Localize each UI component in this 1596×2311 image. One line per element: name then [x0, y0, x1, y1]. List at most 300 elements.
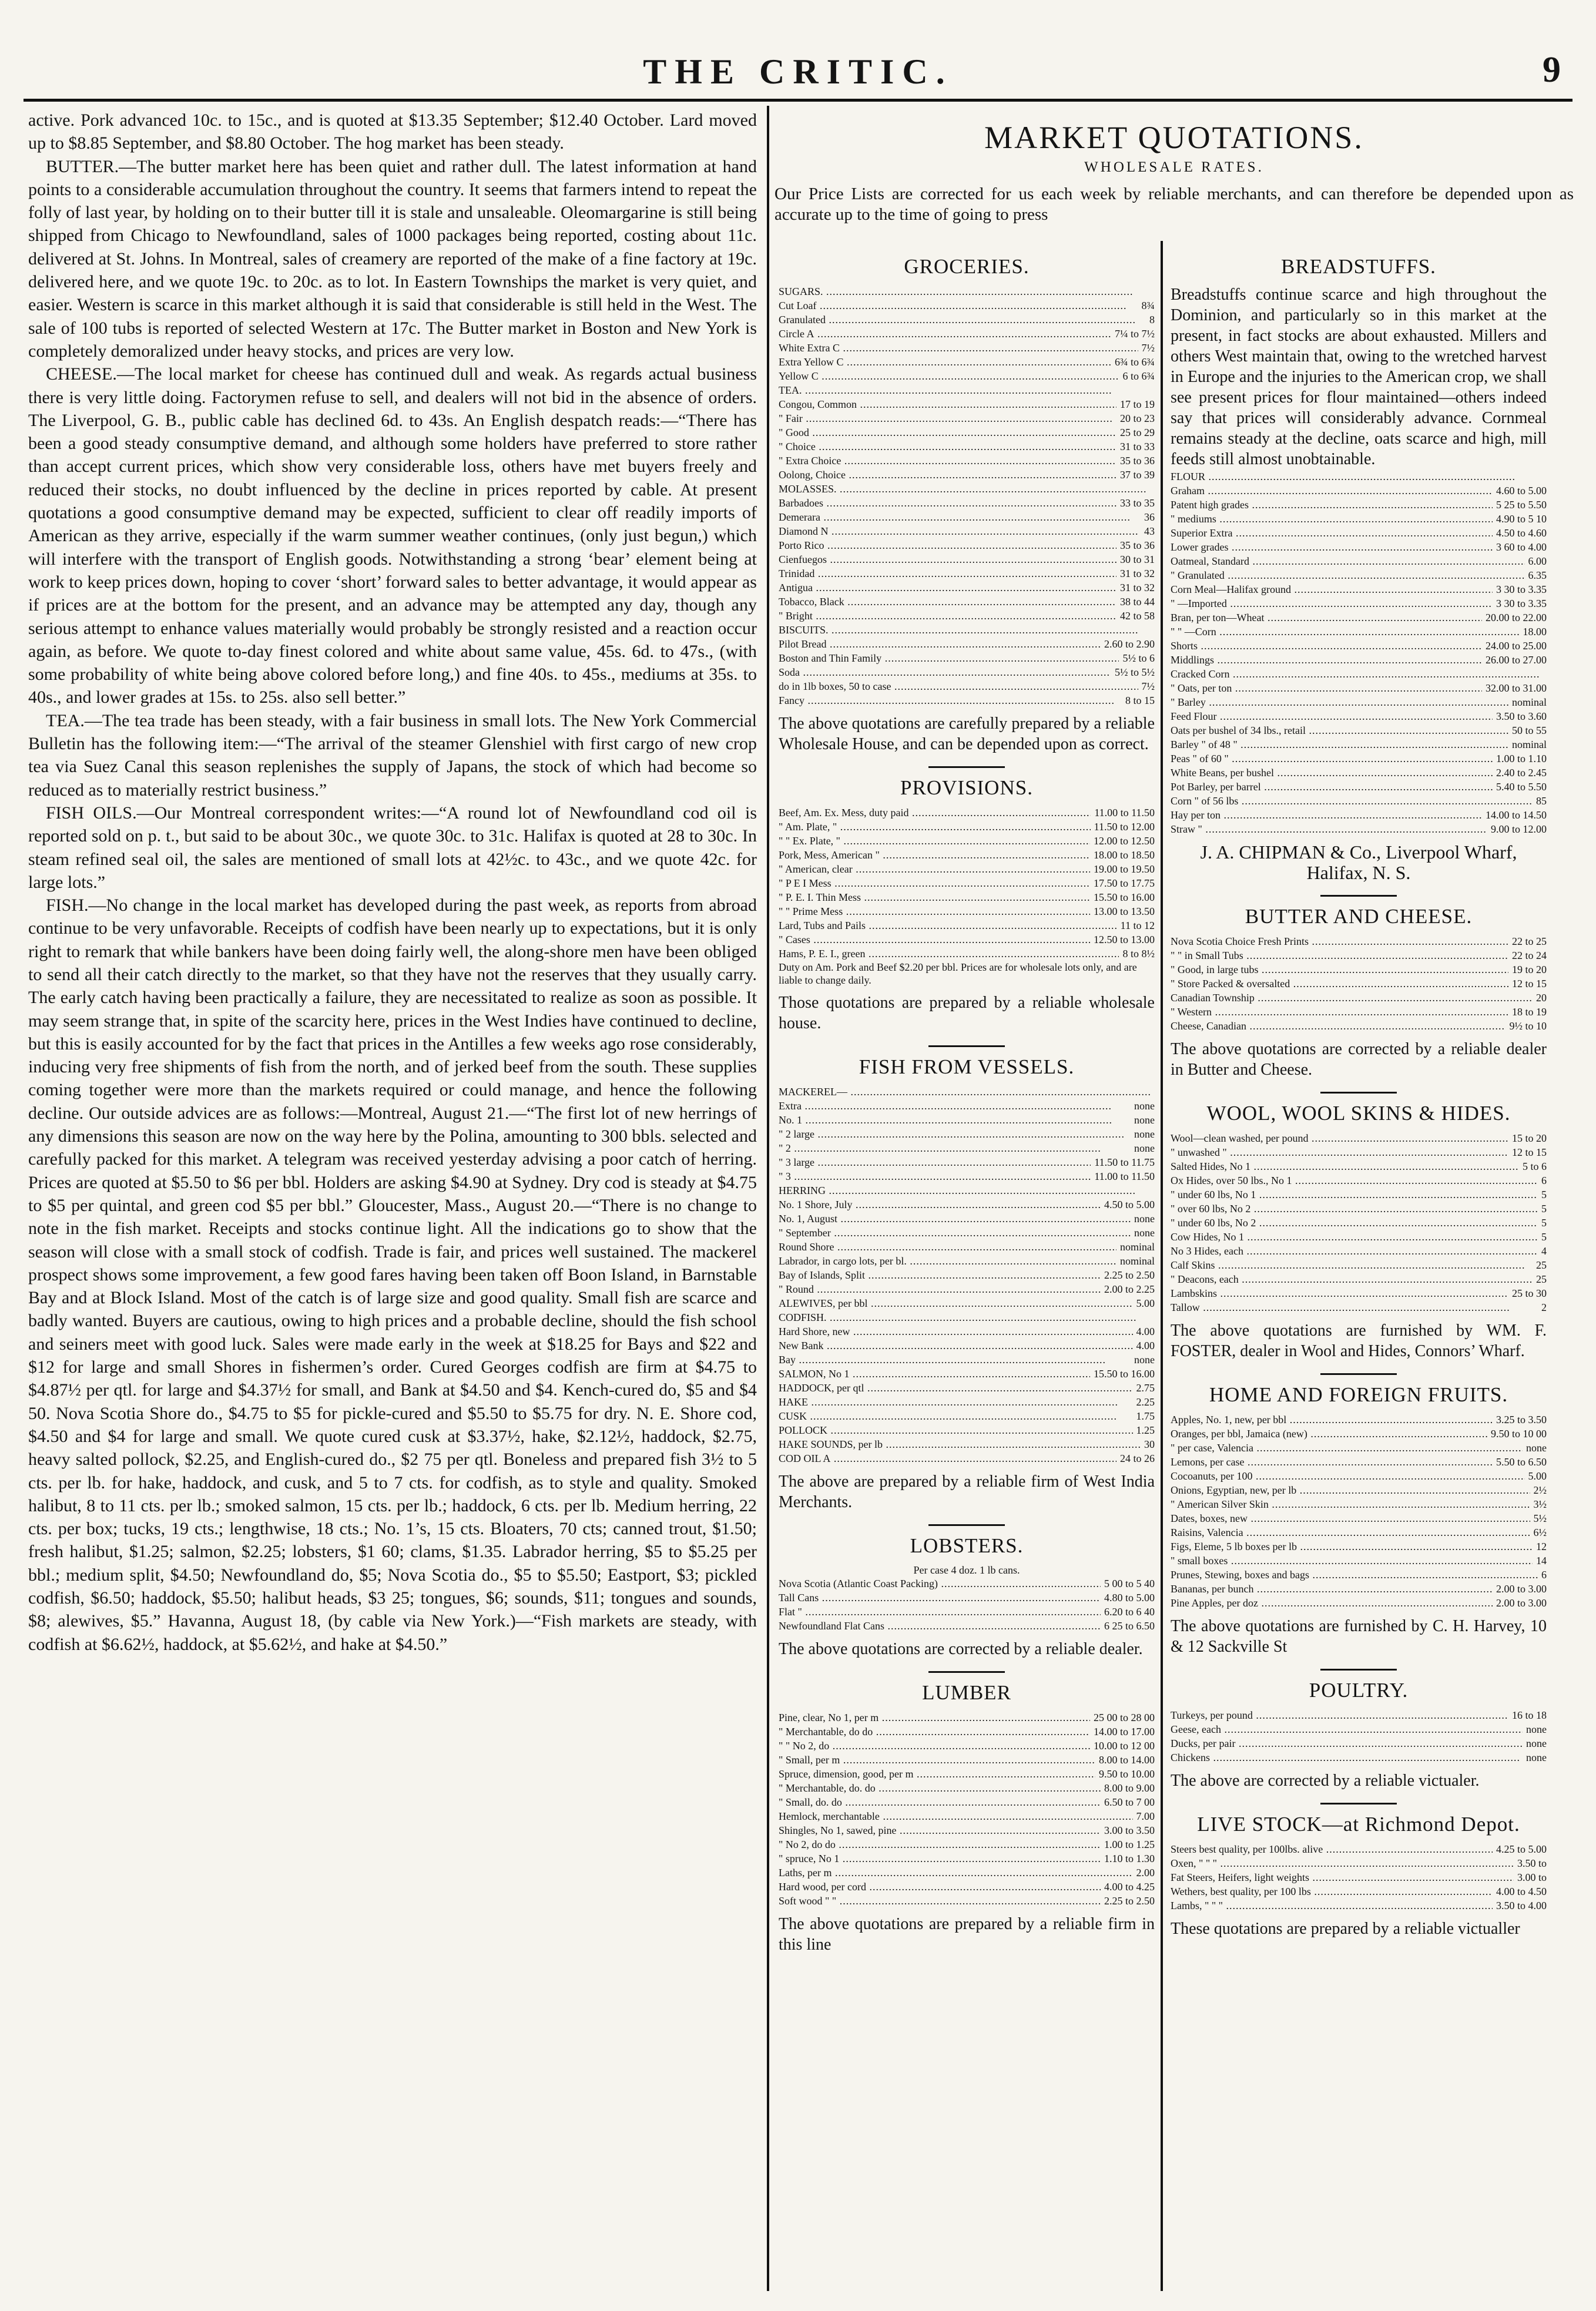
- section-note: Those quotations are prepared by a reliable wholesale house.: [779, 994, 1155, 1032]
- price-value: none: [1526, 1752, 1547, 1763]
- divider: [1320, 1092, 1397, 1094]
- price-value: none: [1134, 1128, 1155, 1140]
- price-item: POLLOCK .....: [779, 1423, 1133, 1437]
- price-value: 2.75: [1136, 1382, 1155, 1394]
- price-row: [1171, 1483, 1547, 1497]
- price-item: " " —Corn .....: [1171, 625, 1520, 639]
- price-item: Prunes, Stewing, boxes and bags .....: [1171, 1568, 1538, 1582]
- price-item: HAKE SOUNDS, per lb .....: [779, 1437, 1141, 1451]
- price-row: [1171, 1899, 1547, 1913]
- price-item: " 3 large .....: [779, 1155, 1091, 1169]
- price-item: " Extra Choice .....: [779, 454, 1116, 468]
- price-value: 15.50 to 16.00: [1093, 891, 1155, 903]
- price-item: Peas " of 60 " .....: [1171, 752, 1493, 766]
- price-value: 9.00 to 12.00: [1490, 823, 1547, 835]
- price-row: [1171, 1286, 1547, 1300]
- price-row: [1171, 611, 1547, 625]
- price-value: 5: [1541, 1231, 1547, 1243]
- price-row: [779, 496, 1155, 510]
- price-value: 3 60 to 4.00: [1496, 541, 1547, 553]
- divider: [928, 766, 1005, 768]
- price-row: [779, 834, 1155, 848]
- price-item: Cow Hides, No 1 .....: [1171, 1230, 1538, 1244]
- price-item: " Cases .....: [779, 933, 1090, 947]
- price-row: [779, 581, 1155, 595]
- price-row: [779, 1591, 1155, 1605]
- price-row: [779, 665, 1155, 679]
- price-row: [1171, 498, 1547, 512]
- price-row: [1171, 1722, 1547, 1736]
- price-item: Corn " of 56 lbs .....: [1171, 794, 1533, 808]
- price-row: [779, 1739, 1155, 1753]
- price-value: 6.00: [1528, 555, 1547, 567]
- price-item: Salted Hides, No 1 .....: [1171, 1159, 1519, 1173]
- article-paragraph-fish-oils: FISH OILS.—Our Montreal correspondent writes:—“A round lot of Newfoundland cod oil is reported sold on p. t., but said to be about 30c., we quote 30c. to 31c. Halifax is quoted at 28 to 30c. In steam refined seal oil, the sales are mentioned of small lots at 42½c. to 43c., and we quote 42c. for large lots.”: [28, 803, 757, 892]
- divider: [1320, 1373, 1397, 1375]
- price-item: Boston and Thin Family .....: [779, 651, 1119, 665]
- price-row: [779, 468, 1155, 482]
- price-item: New Bank .....: [779, 1339, 1133, 1353]
- price-item: HAKE .....: [779, 1395, 1133, 1409]
- price-item: " No 2, do do .....: [779, 1837, 1101, 1852]
- price-value: 4.00: [1136, 1340, 1155, 1351]
- price-row: [779, 440, 1155, 454]
- price-item: Soda .....: [779, 665, 1111, 679]
- price-row: [779, 679, 1155, 693]
- price-value: 6 to 6¾: [1122, 370, 1155, 382]
- price-row: [779, 1212, 1155, 1226]
- section-note: The above are prepared by a reliable firm of West India Merchants.: [779, 1473, 1155, 1511]
- price-value: [1151, 482, 1155, 496]
- market-left-column: [779, 247, 1155, 1955]
- price-value: 25: [1536, 1273, 1547, 1285]
- price-row: [779, 1795, 1155, 1809]
- price-value: 4.00: [1136, 1326, 1155, 1337]
- price-value: 3.00 to 3.50: [1104, 1824, 1155, 1836]
- price-value: 16 to 18: [1511, 1709, 1547, 1721]
- price-item: Cheese, Canadian .....: [1171, 1019, 1506, 1033]
- price-item: Corn Meal—Halifax ground .....: [1171, 582, 1493, 596]
- butter-table: [1171, 934, 1547, 1033]
- price-value: nominal: [1120, 1255, 1155, 1267]
- price-row: [779, 425, 1155, 440]
- price-row: [1171, 1736, 1547, 1750]
- price-value: [1151, 1183, 1155, 1198]
- price-row: [1171, 991, 1547, 1005]
- price-value: 30 to 31: [1119, 554, 1155, 565]
- price-row: [779, 1395, 1155, 1409]
- price-row: [779, 1085, 1155, 1099]
- page-header: [24, 48, 1572, 99]
- price-row: [1171, 934, 1547, 948]
- price-row: [779, 933, 1155, 947]
- price-row: [1171, 1272, 1547, 1286]
- price-row: [1171, 512, 1547, 526]
- price-item: Canadian Township .....: [1171, 991, 1533, 1005]
- price-value: 5 00 to 5 40: [1104, 1578, 1155, 1589]
- price-value: 6½: [1533, 1527, 1547, 1538]
- price-row: [1171, 639, 1547, 653]
- price-item: Tall Cans .....: [779, 1591, 1101, 1605]
- price-item: Oranges, per bbl, Jamaica (new) .....: [1171, 1427, 1487, 1441]
- price-item: " —Imported .....: [1171, 596, 1493, 611]
- price-value: 18 to 19: [1511, 1006, 1547, 1018]
- price-item: No 3 Hides, each .....: [1171, 1244, 1538, 1258]
- price-value: 2.00 to 3.00: [1496, 1583, 1547, 1595]
- price-value: 3.25 to 3.50: [1496, 1414, 1547, 1425]
- price-value: 1.00 to 1.25: [1104, 1839, 1155, 1850]
- divider: [928, 1524, 1005, 1526]
- price-row: [779, 651, 1155, 665]
- price-item: Bay of Islands, Split .....: [779, 1268, 1101, 1282]
- price-value: 3 30 to 3.35: [1496, 598, 1547, 609]
- price-value: 14: [1536, 1555, 1547, 1567]
- divider: [1320, 1669, 1397, 1671]
- price-value: 12: [1536, 1541, 1547, 1552]
- price-item: ALEWIVES, per bbl .....: [779, 1296, 1133, 1310]
- price-value: 5.00: [1136, 1297, 1155, 1309]
- price-row: [779, 637, 1155, 651]
- price-value: 8: [1149, 314, 1155, 326]
- section-title: POULTRY.: [1309, 1679, 1409, 1702]
- price-value: [1151, 1085, 1155, 1099]
- price-item: " 3 .....: [779, 1169, 1091, 1183]
- price-row: [1171, 1539, 1547, 1554]
- price-value: 2.60 to 2.90: [1104, 638, 1155, 650]
- price-value: 1.10 to 1.30: [1104, 1853, 1155, 1864]
- price-row: [1171, 582, 1547, 596]
- price-value: 25: [1536, 1259, 1547, 1271]
- price-value: [1151, 1310, 1155, 1324]
- price-value: 5 25 to 5.50: [1496, 499, 1547, 511]
- price-row: [779, 1725, 1155, 1739]
- price-row: [1171, 1019, 1547, 1033]
- price-value: 35 to 36: [1119, 539, 1155, 551]
- price-value: 20 to 23: [1119, 412, 1155, 424]
- section-title: HOME AND FOREIGN FRUITS.: [1209, 1383, 1508, 1406]
- price-item: Wethers, best quality, per 100 lbs .....: [1171, 1884, 1493, 1899]
- price-item: Barbadoes .....: [779, 496, 1116, 510]
- price-value: 14.00 to 17.00: [1093, 1726, 1155, 1738]
- price-item: Turkeys, per pound .....: [1171, 1708, 1508, 1722]
- price-value: 4.00 to 4.50: [1496, 1886, 1547, 1897]
- price-value: [1151, 383, 1155, 397]
- price-value: 15 to 20: [1511, 1132, 1547, 1144]
- price-row: [779, 538, 1155, 552]
- price-item: " Good, in large tubs .....: [1171, 962, 1508, 977]
- section-note: The above quotations are carefully prepared by a reliable Wholesale House, and can be depended upon as correct.: [779, 715, 1155, 753]
- price-value: 3.00 to: [1517, 1871, 1547, 1883]
- price-row: [1171, 1159, 1547, 1173]
- price-row: [779, 609, 1155, 623]
- breadstuffs-text: Breadstuffs continue scarce and high throughout the Dominion, and particularly so in this market at the present, in fact stocks are about exhausted. Millers and others West maintain that, owing to the wretched harvest in Europe and the injuries to the American crop, we shall see present prices for flour maintained—others indeed say that prices will considerably advance. Cornmeal remains steady at the decline, oats scarce and high, mill feeds still almost unobtainable.: [1171, 286, 1547, 468]
- price-row: [779, 848, 1155, 862]
- price-value: 1.00 to 1.10: [1496, 753, 1547, 764]
- price-value: 12 to 15: [1511, 1146, 1547, 1158]
- section-title: GROCERIES.: [904, 255, 1030, 278]
- price-value: 5 to 6: [1522, 1160, 1547, 1172]
- article-paragraph-butter: BUTTER.—The butter market here has been quiet and rather dull. The latest information at hand points to a considerable accumulation throughout the country. It seems that farmers intend to repeat the folly of last year, by holding on to their butter till it is stale and unsaleable. Oleomargarine is still being shipped from Chicago to Newfoundland, sales of 1000 packages being reported, costing about 11c. delivered at St. Johns. In Montreal, sales of creamery are reported of the make of a fine factory at 19c. delivered here, and we quote 19c. to 20c. as to lot. In Eastern Townships the market is very quiet, and easier. Western is scarce in this market although it is said that considerable is still held in the West. The sale of 100 tubs is reported of selected Western at 17c. The Butter market in Boston and New York is completely demoralized under heavy stocks, and prices are very low.: [28, 156, 757, 361]
- price-item: " per case, Valencia .....: [1171, 1441, 1523, 1455]
- price-item: " American Silver Skin .....: [1171, 1497, 1530, 1511]
- price-value: 50 to 55: [1511, 725, 1547, 736]
- price-row: [1171, 568, 1547, 582]
- price-row: [1171, 1441, 1547, 1455]
- price-item: Hams, P. E. I., green .....: [779, 947, 1119, 961]
- price-row: [779, 1823, 1155, 1837]
- price-item: Flat " .....: [779, 1605, 1101, 1619]
- price-item: " Oats, per ton .....: [1171, 681, 1482, 695]
- price-value: 1.75: [1136, 1410, 1155, 1422]
- price-row: [779, 298, 1155, 313]
- price-row: [1171, 1145, 1547, 1159]
- price-row: [779, 1367, 1155, 1381]
- price-item: Pine, clear, No 1, per m .....: [779, 1710, 1090, 1725]
- price-value: 5: [1541, 1217, 1547, 1229]
- price-item: " under 60 lbs, No 1 .....: [1171, 1188, 1538, 1202]
- price-item: Geese, each .....: [1171, 1722, 1523, 1736]
- price-value: 2.25 to 2.50: [1104, 1895, 1155, 1907]
- price-value: 14.00 to 14.50: [1485, 809, 1547, 821]
- price-item: " Merchantable, do do .....: [779, 1725, 1090, 1739]
- price-item: Beef, Am. Ex. Mess, duty paid .....: [779, 806, 1091, 820]
- price-row: [779, 1226, 1155, 1240]
- masthead-title: THE CRITIC.: [643, 52, 953, 91]
- price-item: " P. E. I. Thin Mess .....: [779, 890, 1090, 904]
- provisions-section: [779, 776, 1155, 1034]
- price-row: [779, 369, 1155, 383]
- price-row: [1171, 540, 1547, 554]
- price-row: [779, 918, 1155, 933]
- price-item: Oolong, Choice .....: [779, 468, 1116, 482]
- price-row: [1171, 723, 1547, 737]
- price-row: [779, 1809, 1155, 1823]
- price-value: 3½: [1533, 1498, 1547, 1510]
- price-item: Round Shore .....: [779, 1240, 1116, 1254]
- price-row: [1171, 962, 1547, 977]
- price-item: Cocoanuts, per 100 .....: [1171, 1469, 1525, 1483]
- price-row: [1171, 1244, 1547, 1258]
- fish-section: [779, 1055, 1155, 1512]
- price-row: [1171, 625, 1547, 639]
- price-value: 2.25 to 2.50: [1104, 1269, 1155, 1281]
- price-item: " Bright .....: [779, 609, 1116, 623]
- price-value: 3.50 to: [1517, 1857, 1547, 1869]
- price-value: [1543, 667, 1547, 681]
- price-value: 5.40 to 5.50: [1496, 781, 1547, 793]
- price-value: 9.50 to 10 00: [1490, 1428, 1547, 1440]
- price-value: 5: [1541, 1203, 1547, 1215]
- price-item: Spruce, dimension, good, per m .....: [779, 1767, 1095, 1781]
- price-row: [1171, 780, 1547, 794]
- price-value: 38 to 44: [1119, 596, 1155, 608]
- price-item: Cracked Corn .....: [1171, 667, 1543, 681]
- price-item: Nova Scotia (Atlantic Coast Packing) .....: [779, 1577, 1101, 1591]
- price-row: [1171, 977, 1547, 991]
- price-row: [779, 1753, 1155, 1767]
- price-value: 15.50 to 16.00: [1093, 1368, 1155, 1380]
- price-value: 5.50 to 6.50: [1496, 1456, 1547, 1468]
- price-row: [779, 1837, 1155, 1852]
- price-row: [779, 1894, 1155, 1908]
- price-item: Cut Loaf .....: [779, 298, 1138, 313]
- price-value: 6.35: [1528, 569, 1547, 581]
- price-item: Tobacco, Black .....: [779, 595, 1116, 609]
- price-item: Cienfuegos .....: [779, 552, 1116, 566]
- price-value: 7.00: [1136, 1810, 1155, 1822]
- price-item: " 2 large .....: [779, 1127, 1131, 1141]
- divider: [1320, 895, 1397, 897]
- price-row: [779, 1268, 1155, 1282]
- price-item: " Fair .....: [779, 411, 1116, 425]
- article-paragraph-fish: FISH.—No change in the local market has developed during the past week, as reports from abroad continue to be very unfavorable. Receipts of codfish have been nearly up to expectations, but it is only right to remark that while bankers have been doing fairly well, the along-shore men have been obliged to send all their catch directly to the market, so that they have not the reserves that they usually carry. The early catch having been practically a failure, they are necessitated to realize as soon as possible. It may seem strange that, in spite of the scarcity here, prices in the West Indies have continued to decline, but this is easily accounted for by the fact that prices in the Antilles a few weeks ago rose considerably, inducing very free shipments of fish from the north, and of jerked beef from the south. These supplies coming together were more than the markets required or could manage, and hence the following decline. Our outside advices are as follows:—Montreal, August 21.—“The first lot of new herrings of any dimensions this season are now on the way here by the Polina, amounting to 300 bbls. selected and carefully packed for this market. A telegram was received yesterday advising a poor catch of herring. Prices are quoted at $5.50 to $6 per bbl. Holders are asking $4.90 at Sydney. Dry cod is steady at $4.75 to $5 per quintal, and green cod $5 per bbl.” Gloucester, Mass., August 20.—“There is no change to note in the fish market. Receipts and stocks continue light. All the indications go to show that the season will close with a small stock of codfish. Trade is fair, and prices well sustained. The mackerel prospect shows some improvement, a few good fares having been taken off Boon Island, in Barnstable Bay and at Block Island. Most of the catch is of large size and good quality. Small fish are scarce and badly wanted. Buyers are cautious, owing to high prices and a probable decline, should the fish school and seiners meet with good luck. Sales were made early in the week at $18.25 for Bays and $22 and $12 for large and small Shores in fishermen’s order. Cured Georges codfish are firm at $4.75 to $4.87½ per qtl. for large and $4.37½ for small, and Bank at $4.50 and $4. Kench-cured do, $5 and $4 50. Nova Scotia Shore do., $4.75 to $5 for pickle-cured and $5.50 to $5.75 for dry. N. E. Shore cod, $4.50 and $4 for large and small. We quote cured cusk at $3.37½, hake, $2.12½, haddock, $2.75, heavy salted pollock, $2.25, and English-cured do., $2 75 per qtl. Boneless and prepared fish 3½ to 5 cts. per lb. for hake, haddock, and cusk, and 5 to 7 cts. for codfish, as to style and quality. Smoked halibut, 8 to 11 cts. per lb.; smoked salmon, 15 cts. per lb.; haddock, 6 cts. per lb. Medium herring, 22 cts. per box; tucks, 19 cts.; lengthwise, 18 cts.; No. 1’s, 15 cts. Bloaters, 70 cts; canned trout, $1.50; fresh halibut, $1.25; salmon, $2.25; lobsters, $1 60; clams, $1.35. Labrador herring, $5 to $5.25 per bbl.; medium split, $4.50; Newfoundland do, $5; Nova Scotia do., $5 to $5.50; Eastport, $3; pickled codfish, $6.50; haddock, $5.50; halibut heads, $3 25; tongues, $6; sounds, $11; tongues and sounds, $8; alewives, $5.” Havanna, August 18, (by cable via New York.)—“Fish markets are steady, with codfish at $6.62½, haddock, at $5.62½, and hake at $4.50.”: [28, 895, 757, 1654]
- fruits-section: [1171, 1383, 1547, 1657]
- price-row: [779, 1577, 1155, 1591]
- price-value: 5½ to 6: [1122, 652, 1155, 664]
- price-value: 6.20 to 6 40: [1104, 1606, 1155, 1618]
- price-row: [1171, 709, 1547, 723]
- price-item: Pork, Mess, American " .....: [779, 848, 1090, 862]
- price-value: 2.00: [1136, 1867, 1155, 1879]
- price-item: " over 60 lbs, No 2 .....: [1171, 1202, 1538, 1216]
- price-row: [779, 1437, 1155, 1451]
- price-value: none: [1526, 1442, 1547, 1454]
- price-row: [1171, 1188, 1547, 1202]
- price-item: Steers best quality, per 100lbs. alive .....: [1171, 1842, 1493, 1856]
- price-row: [779, 284, 1155, 298]
- price-item: BISCUITS. .....: [779, 623, 1151, 637]
- groceries-section: [779, 255, 1155, 754]
- section-note: The above quotations are corrected by a reliable dealer in Butter and Cheese.: [1171, 1040, 1547, 1079]
- price-row: [1171, 1300, 1547, 1314]
- price-row: [779, 1113, 1155, 1127]
- price-row: [779, 1880, 1155, 1894]
- price-row: [1171, 695, 1547, 709]
- price-value: 6¾ to 6¾: [1114, 356, 1155, 368]
- price-value: 25 to 29: [1119, 427, 1155, 438]
- price-row: [1171, 1230, 1547, 1244]
- price-value: 4.50 to 5.00: [1104, 1199, 1155, 1210]
- price-value: 35 to 36: [1119, 455, 1155, 467]
- price-item: CODFISH. .....: [779, 1310, 1151, 1324]
- price-row: [779, 947, 1155, 961]
- price-item: Pine Apples, per doz .....: [1171, 1596, 1493, 1610]
- price-value: 18.00: [1523, 626, 1547, 638]
- column-divider-left: [767, 106, 769, 2291]
- section-title: BREADSTUFFS.: [1281, 255, 1436, 278]
- price-value: 9.50 to 10.00: [1098, 1768, 1155, 1780]
- section-title: BUTTER AND CHEESE.: [1245, 905, 1473, 928]
- price-row: [779, 1254, 1155, 1268]
- article-paragraph: active. Pork advanced 10c. to 15c., and is quoted at $13.35 September; $12.40 October. Lard moved up to $8.85 September, and $8.80 October. The hog market has been steady.: [28, 110, 757, 153]
- price-value: 11.50 to 11.75: [1094, 1156, 1155, 1168]
- price-item: " Round .....: [779, 1282, 1101, 1296]
- price-value: 10.00 to 12 00: [1093, 1740, 1155, 1752]
- article-paragraph-cheese: CHEESE.—The local market for cheese has continued dull and weak. As regards actual business there is very little doing. Factorymen refuse to sell, and dealers will not bid in the absence of orders. The Liverpool, G. B., public cable has declined 6d. to 43s. An English despatch reads:—“There has been a good steady consumptive demand, and although some holders have preferred to store rather than accept current prices, which show very considerable loss, others have met buyers freely and reduced their stocks, no doubt influenced by the decline in prices reported by cable. At present quotations a good consumptive demand may be expected, sufficient to clear off readily imports of American as they arrive, especially if the warm summer weather continues, (only just begun,) which will interfere with the transport of English goods. Notwithstanding a strong ‘bear’ element being at work to keep prices down, hoping to cover ‘short’ forward sales to better advantage, it would appear as if prices are at the bottom for the present, and an advance may be attempted any day, though any serious attempt to enhance values materially would probably be strongly resisted and a reaction occur again, as before. We quote to-day finest colored and white about same value, 45s. 6d. to 47s., (with some probability of white being above colored before long,) and fine 40s. to 45s., mediums at 35s. to 40s., and lower grades at 15s. to 25s. also sell better.”: [28, 364, 757, 707]
- market-header: [774, 109, 1574, 225]
- price-item: Ducks, per pair .....: [1171, 1736, 1523, 1750]
- price-item: Graham .....: [1171, 484, 1493, 498]
- price-row: [779, 411, 1155, 425]
- price-value: none: [1134, 1142, 1155, 1154]
- price-item: Lambskins .....: [1171, 1286, 1508, 1300]
- price-item: " Am. Plate, " .....: [779, 820, 1091, 834]
- price-item: Chickens .....: [1171, 1750, 1523, 1765]
- price-row: [1171, 1173, 1547, 1188]
- price-value: 4.50 to 4.60: [1496, 527, 1547, 539]
- price-value: 5½: [1533, 1512, 1547, 1524]
- column-divider-right: [1161, 241, 1163, 2291]
- price-value: 3.50 to 4.00: [1496, 1900, 1547, 1911]
- price-row: [779, 1353, 1155, 1367]
- price-row: [1171, 794, 1547, 808]
- price-value: [1543, 469, 1547, 484]
- price-row: [779, 595, 1155, 609]
- price-row: [1171, 653, 1547, 667]
- price-row: [1171, 1525, 1547, 1539]
- header-rule: [24, 99, 1572, 102]
- price-item: SUGARS. .....: [779, 284, 1151, 298]
- price-item: " Choice .....: [779, 440, 1116, 454]
- price-value: 2.25: [1136, 1396, 1155, 1408]
- price-item: Extra .....: [779, 1099, 1131, 1113]
- price-row: [779, 1605, 1155, 1619]
- price-value: 5: [1541, 1189, 1547, 1200]
- market-subtitle: WHOLESALE RATES.: [1084, 159, 1264, 175]
- price-value: 2.00 to 2.25: [1104, 1283, 1155, 1295]
- price-row: [779, 1099, 1155, 1113]
- price-item: Diamond N .....: [779, 524, 1141, 538]
- divider: [928, 1671, 1005, 1673]
- price-item: Shorts .....: [1171, 639, 1482, 653]
- price-value: 6: [1541, 1569, 1547, 1581]
- section-credit: J. A. CHIPMAN & Co., Liverpool Wharf, Halifax, N. S.: [1200, 841, 1517, 883]
- price-row: [779, 1169, 1155, 1183]
- price-row: [779, 510, 1155, 524]
- section-title: FISH FROM VESSELS.: [859, 1055, 1075, 1078]
- price-row: [1171, 1469, 1547, 1483]
- price-row: [1171, 1497, 1547, 1511]
- price-value: 6 25 to 6.50: [1104, 1620, 1155, 1632]
- price-value: 3 30 to 3.35: [1496, 583, 1547, 595]
- price-row: [779, 1451, 1155, 1465]
- price-value: 31 to 32: [1119, 568, 1155, 579]
- price-value: 12.50 to 13.00: [1093, 934, 1155, 945]
- price-item: " Good .....: [779, 425, 1116, 440]
- price-item: " under 60 lbs, No 2 .....: [1171, 1216, 1538, 1230]
- section-subtitle: Per case 4 doz. 1 lb cans.: [913, 1564, 1020, 1576]
- price-item: Barley " of 48 " .....: [1171, 737, 1508, 752]
- price-row: [779, 355, 1155, 369]
- price-value: 43: [1144, 525, 1155, 537]
- market-intro: Our Price Lists are corrected for us each week by reliable merchants, and can therefore be depended upon as accurate up to the time of going to press: [774, 185, 1574, 224]
- price-item: Lambs, " " " .....: [1171, 1899, 1493, 1913]
- price-row: [1171, 1870, 1547, 1884]
- poultry-table: [1171, 1708, 1547, 1765]
- section-note: The above quotations are furnished by C. H. Harvey, 10 & 12 Sackville St: [1171, 1617, 1547, 1656]
- price-item: " Deacons, each .....: [1171, 1272, 1533, 1286]
- price-row: [1171, 1455, 1547, 1469]
- price-item: Patent high grades .....: [1171, 498, 1493, 512]
- price-value: 24 to 26: [1119, 1453, 1155, 1464]
- price-value: 11 to 12: [1120, 920, 1155, 931]
- price-value: none: [1526, 1723, 1547, 1735]
- price-row: [779, 806, 1155, 820]
- section-title: WOOL, WOOL SKINS & HIDES.: [1206, 1102, 1511, 1125]
- price-item: Bay .....: [779, 1353, 1131, 1367]
- price-row: [779, 876, 1155, 890]
- price-item: MOLASSES. .....: [779, 482, 1151, 496]
